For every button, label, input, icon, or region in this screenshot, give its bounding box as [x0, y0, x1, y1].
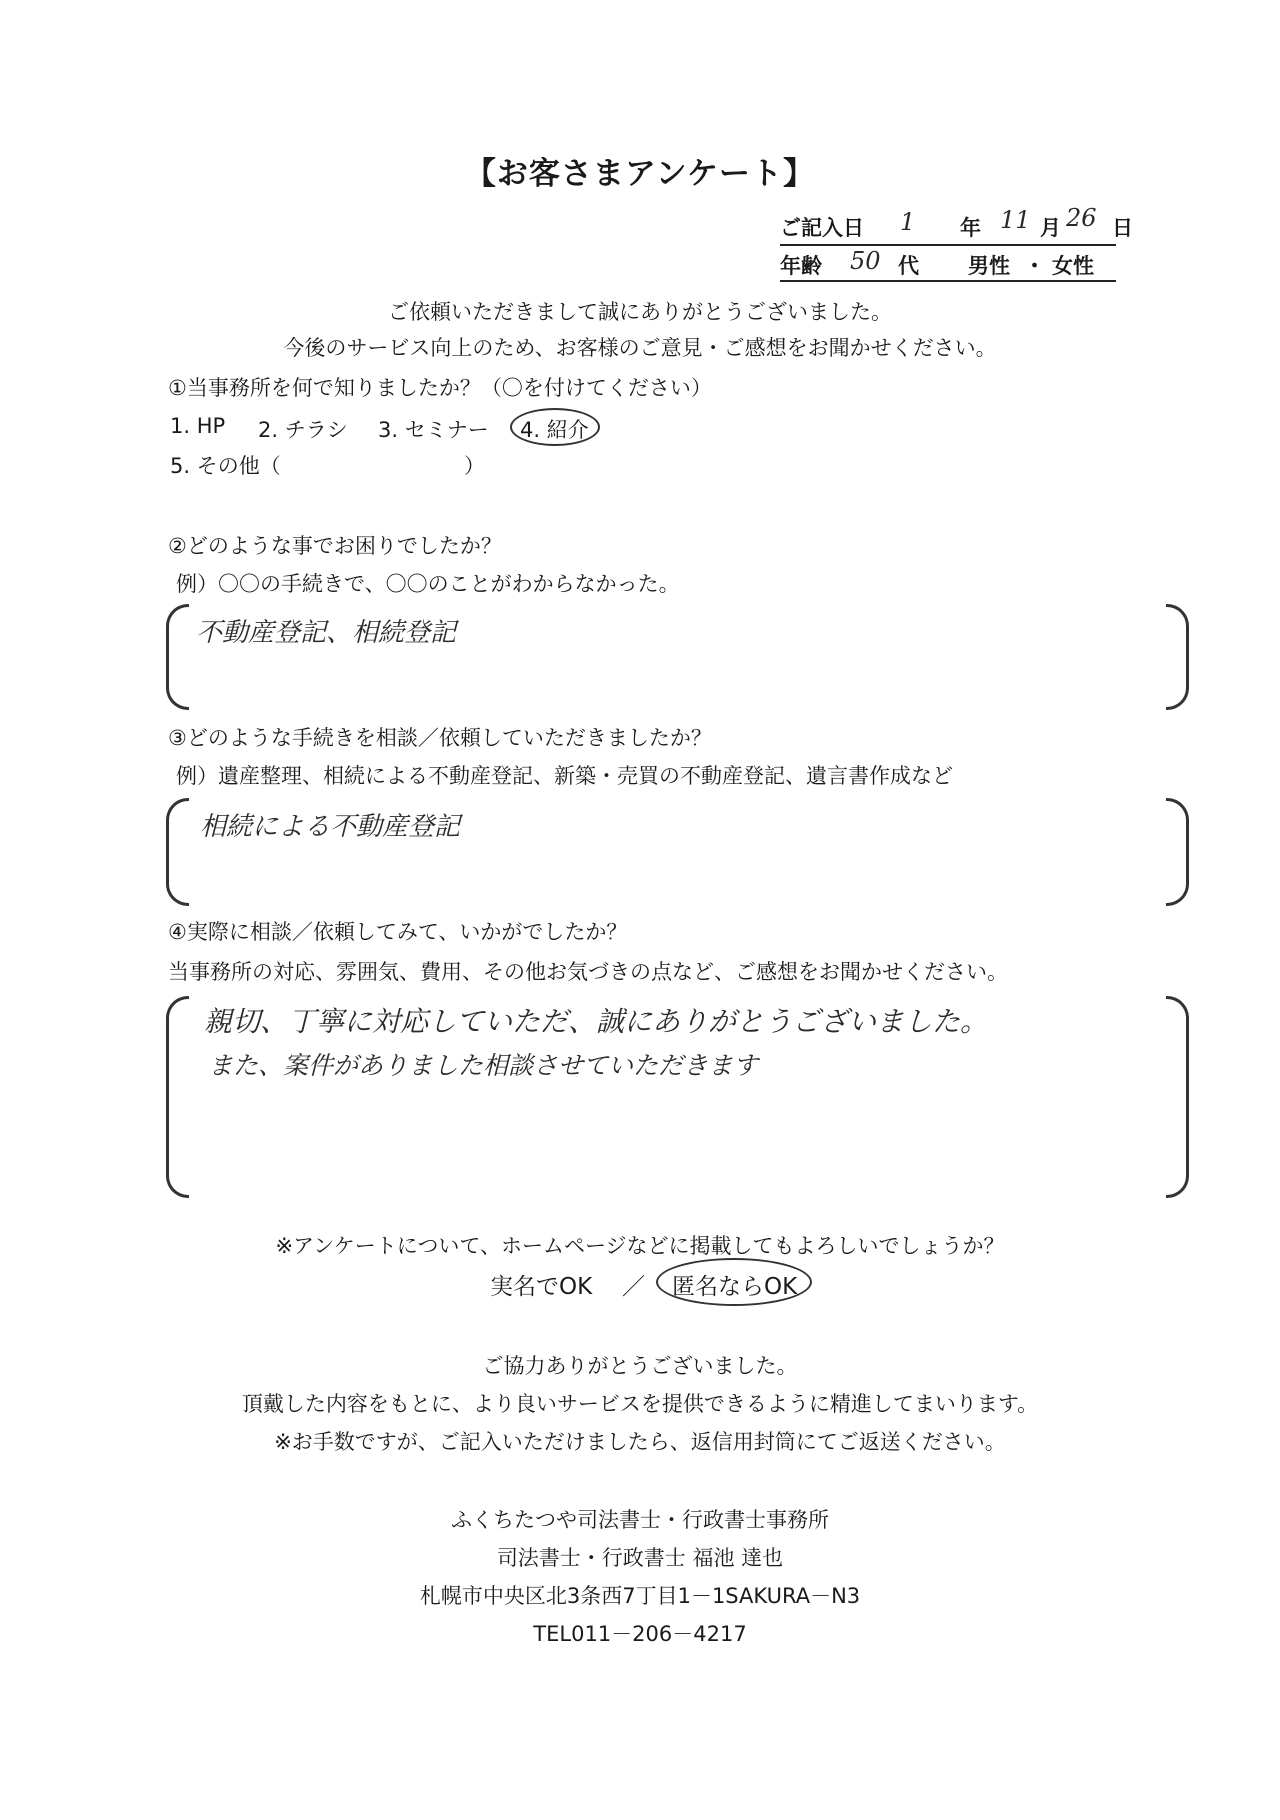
- age-unit: 代: [898, 254, 919, 278]
- date-underline: [780, 244, 1116, 246]
- closing-line-1: ご協力ありがとうございました。: [482, 1354, 798, 1378]
- q4-example: 当事務所の対応、雰囲気、費用、その他お気づきの点など、ご感想をお聞かせください。: [168, 960, 1008, 984]
- q2-example: 例）〇〇の手続きで、〇〇のことがわからなかった。: [176, 572, 680, 596]
- q2-answer[interactable]: 不動産登記、相続登記: [196, 618, 457, 648]
- q1-question: ①当事務所を何で知りましたか？（〇を付けてください）: [168, 376, 712, 400]
- q4-bracket-right: [1166, 996, 1189, 1198]
- gender-separator: ・: [1024, 254, 1045, 278]
- q3-answer[interactable]: 相続による不動産登記: [200, 812, 461, 842]
- publish-option-anon[interactable]: 匿名ならOK: [672, 1274, 798, 1300]
- office-address: 札幌市中央区北3条西7丁目1－1SAKURA－N3: [419, 1584, 861, 1608]
- q2-bracket-left: [166, 604, 189, 710]
- q2-bracket-right: [1166, 604, 1189, 710]
- date-month[interactable]: 11: [1000, 206, 1031, 234]
- q1-other-close: ）: [464, 454, 485, 478]
- publish-selected-circle: [656, 1258, 812, 1306]
- q4-answer-line-2[interactable]: また、案件がありました相談させていただきます: [208, 1051, 759, 1080]
- q2-question: ②どのような事でお困りでしたか？: [168, 534, 502, 558]
- q4-bracket-left: [166, 996, 189, 1198]
- q3-question: ③どのような手続きを相談／依頼していただきましたか？: [168, 726, 712, 750]
- date-day[interactable]: 26: [1066, 204, 1097, 232]
- intro-line-1: ご依頼いただきまして誠にありがとうございました。: [388, 300, 892, 324]
- age-label: 年齢: [780, 254, 822, 278]
- q1-option-hp[interactable]: 1. HP: [170, 414, 226, 438]
- date-year-unit: 年: [960, 216, 981, 240]
- gender-female[interactable]: 女性: [1052, 254, 1094, 278]
- q1-option-referral[interactable]: 4. 紹介: [520, 418, 589, 442]
- q4-answer-line-1[interactable]: 親切、丁寧に対応していただ、誠にありがとうございました。: [204, 1005, 989, 1038]
- q1-selected-circle: [510, 408, 600, 446]
- office-person: 司法書士・行政書士 福池 達也: [496, 1546, 784, 1570]
- office-name: ふくちたつや司法書士・行政書士事務所: [451, 1508, 829, 1532]
- q4-question: ④実際に相談／依頼してみて、いかがでしたか？: [168, 920, 628, 944]
- publish-option-real[interactable]: 実名でOK: [490, 1274, 593, 1300]
- closing-line-2: 頂戴した内容をもとに、より良いサービスを提供できるように精進してまいります。: [241, 1392, 1039, 1416]
- publish-question: ※アンケートについて、ホームページなどに掲載してもよろしいでしょうか？: [275, 1234, 1005, 1258]
- closing-line-3: ※お手数ですが、ご記入いただけましたら、返信用封筒にてご返送ください。: [274, 1430, 1006, 1454]
- office-phone: TEL011－206－4217: [533, 1622, 747, 1646]
- date-year[interactable]: 1: [900, 208, 916, 236]
- q3-bracket-left: [166, 798, 189, 906]
- age-value[interactable]: 50: [850, 247, 881, 275]
- q1-other-label[interactable]: 5. その他（: [170, 454, 281, 478]
- q1-option-seminar[interactable]: 3. セミナー: [378, 418, 489, 442]
- date-label: ご記入日: [780, 216, 864, 240]
- gender-male[interactable]: 男性: [968, 254, 1010, 278]
- intro-line-2: 今後のサービス向上のため、お客様のご意見・ご感想をお聞かせください。: [283, 336, 997, 360]
- q1-option-flyer[interactable]: 2. チラシ: [258, 418, 348, 442]
- form-title: 【お客さまアンケート】: [464, 156, 816, 192]
- date-day-unit: 日: [1112, 216, 1133, 240]
- q3-example: 例）遺産整理、相続による不動産登記、新築・売買の不動産登記、遺言書作成など: [176, 764, 953, 788]
- q3-bracket-right: [1166, 798, 1189, 906]
- publish-separator: ／: [622, 1274, 645, 1300]
- date-month-unit: 月: [1040, 216, 1061, 240]
- age-underline: [780, 280, 1116, 282]
